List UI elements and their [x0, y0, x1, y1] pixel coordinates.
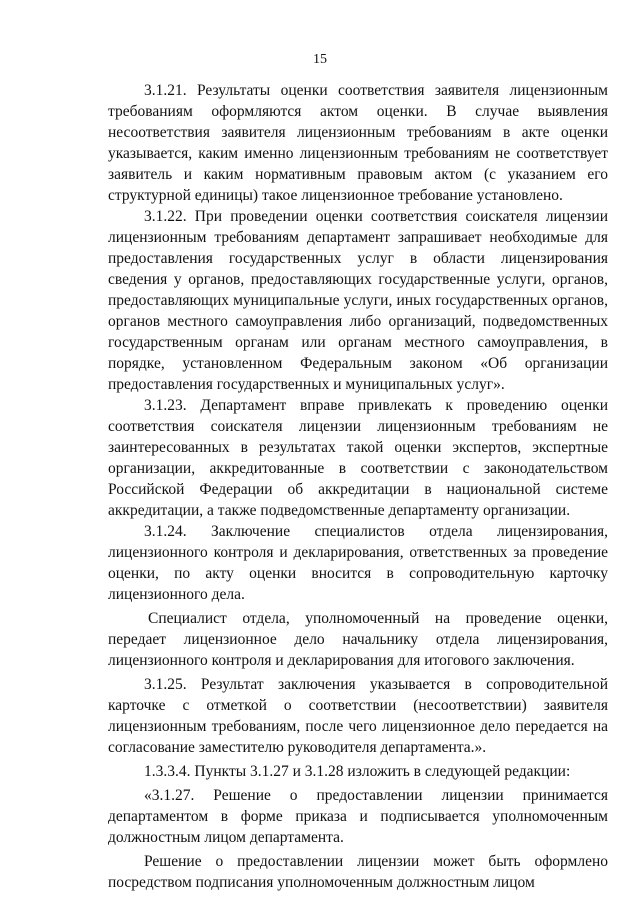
paragraph-1-3-3-4: 1.3.3.4. Пункты 3.1.27 и 3.1.28 изложить в следующей редакции: — [144, 763, 571, 780]
document-body — [108, 80, 608, 893]
paragraph-specialist: Специалист отдела, уполномоченный на проведение оценки, передает лицензионное дело начальнику отдела лицензирования, лицензионного контроля и декларирования для итогового заключения. — [108, 610, 608, 669]
paragraph-3-1-27: «3.1.27. Решение о предоставлении лицензии принимается департаментом в форме приказа и подписывается уполномоченным должностным лицом департамента. — [108, 787, 608, 846]
paragraph-3-1-24: 3.1.24. Заключение специалистов отдела лицензирования, лицензионного контроля и декларирования, ответственных за проведение оценки, по акту оценки вносится в сопроводительную карточку лицензионного дела. — [108, 523, 608, 603]
page-number: 15 — [313, 52, 327, 67]
paragraph-3-1-23: 3.1.23. Департамент вправе привлекать к проведению оценки соответствия соискателя лицензии лицензионным требованиям не заинтересованных в результатах такой оценки экспертов, экспертные организации, аккредитованные в соответствии с законодательством Российской Федерации об аккредитации в национальной системе аккредитации, а также подведомственные департаменту организации. — [108, 397, 608, 519]
paragraph-3-1-22: 3.1.22. При проведении оценки соответствия соискателя лицензии лицензионным требованиям департамент запрашивает необходимые для предоставления государственных услуг в области лицензирования сведения у органов, предоставляющих государственные услуги, органов, предоставляющих муниципальные услуги, иных государственных органов, органов местного самоуправления либо организаций, подведомственных государственным органам или органам местного самоуправления, в порядке, установленном Федеральным законом «Об организации предоставления государственных и муниципальных услуг». — [108, 208, 608, 393]
paragraph-3-1-25: 3.1.25. Результат заключения указывается в сопроводительной карточке с отметкой о соответствии (несоответствии) заявителя лицензионным требованиям, после чего лицензионное дело передается на согласование заместителю руководителя департамента.». — [108, 676, 608, 756]
paragraph-3-1-21: 3.1.21. Результаты оценки соответствия заявителя лицензионным требованиям оформляются актом оценки. В случае выявления несоответствия заявителя лицензионным требованиям в акте оценки указывается, каким именно лицензионным требованиям не соответствует заявитель и каким нормативным правовым актом (с указанием его структурной единицы) такое лицензионное требование установлено. — [108, 82, 608, 204]
paragraph-decision: Решение о предоставлении лицензии может быть оформлено посредством подписания уполномоченным должностным лицом — [108, 853, 608, 891]
